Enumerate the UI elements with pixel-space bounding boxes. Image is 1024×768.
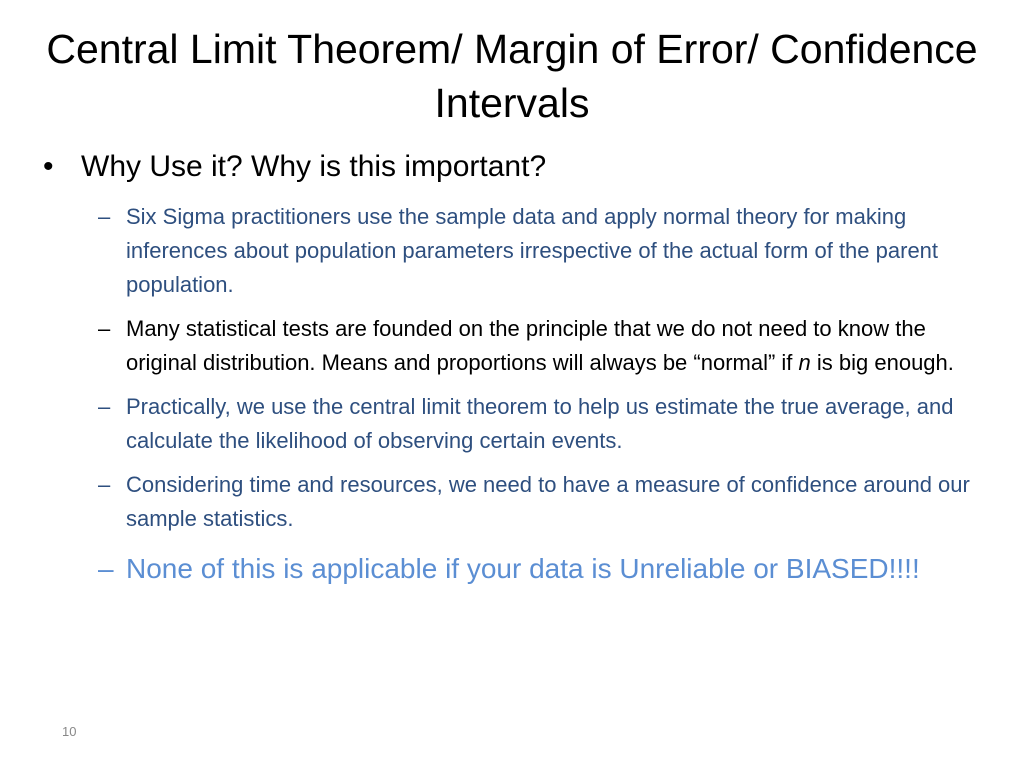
heading-text: Why Use it? Why is this important? [81,150,547,183]
sub-bullet-emphasis: n [798,350,811,375]
slide-title: Central Limit Theorem/ Margin of Error/ Confidence Intervals [46,26,978,126]
sub-bullet-unreliable-warning [40,550,1000,588]
sub-bullet-time-resources [40,468,1000,536]
bullet-heading [40,148,1000,186]
sub-bullet-text-part: Many statistical tests are founded on the principle that we do not need to know the original distribution. Means and proportions will always be “normal” if [126,316,926,375]
dash-marker: – [98,204,111,229]
sub-bullet-text [126,316,954,375]
dash-marker: – [98,472,111,497]
sub-bullet-central-limit [40,390,1000,458]
sub-bullet-text: None of this is applicable if your data is Unreliable or BIASED!!!! [126,553,920,584]
sub-bullet-text: Practically, we use the central limit theorem to help us estimate the true average, and calculate the likelihood of observing certain events. [126,394,954,453]
sub-bullet-six-sigma [40,200,1000,302]
bullet-marker: • [43,150,54,183]
page-number: 10 [62,724,77,739]
sub-bullet-text: Six Sigma practitioners use the sample data and apply normal theory for making inferences about population parameters irrespective of the actual form of the parent population. [126,204,939,297]
dash-marker: – [98,316,111,341]
sub-bullet-statistical-tests [40,312,1000,380]
sub-bullet-text: Considering time and resources, we need to have a measure of confidence around our sample statistics. [126,472,970,531]
bullet-list [40,148,1000,588]
dash-marker: – [98,394,111,419]
sub-bullet-text-part: is big enough. [810,350,954,375]
dash-marker: – [98,553,114,584]
